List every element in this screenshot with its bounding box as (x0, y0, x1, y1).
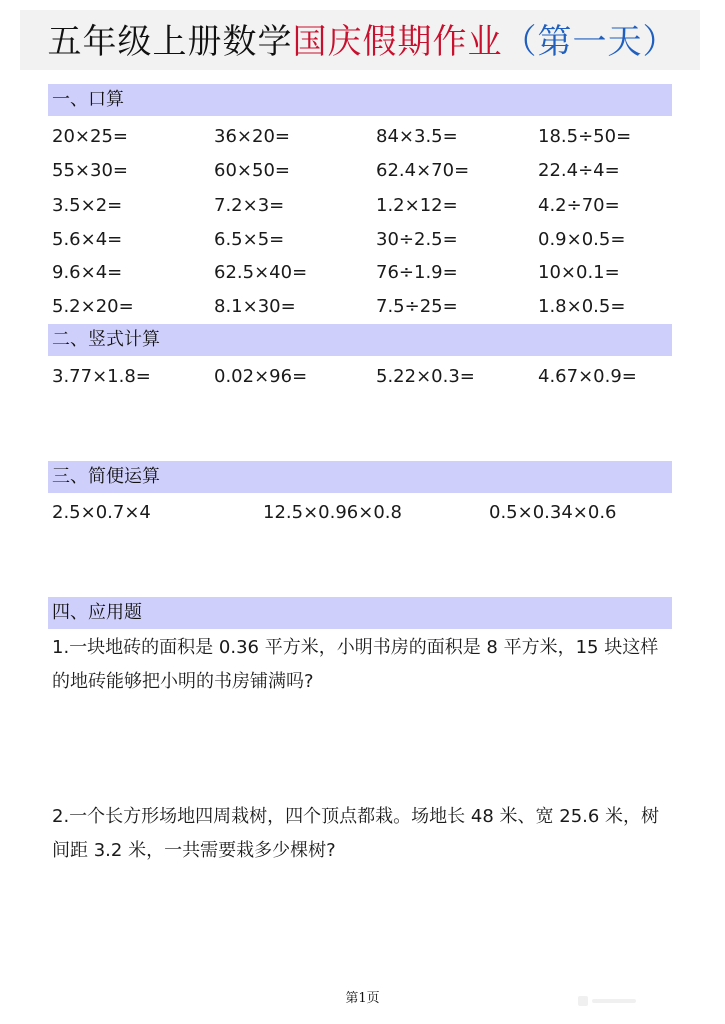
page-title (0, 14, 725, 70)
vertical-problem: 0.02×96= (214, 366, 308, 387)
oral-problem: 3.5×2= (52, 195, 123, 216)
oral-problem: 22.4÷4= (538, 160, 620, 181)
oral-problem: 62.4×70= (376, 160, 470, 181)
oral-problem: 20×25= (52, 126, 128, 147)
vertical-problem: 3.77×1.8= (52, 366, 151, 387)
oral-problem: 62.5×40= (214, 262, 308, 283)
section-word-heading: 四、应用题 (48, 597, 672, 629)
watermark-icon (578, 994, 638, 1008)
oral-problem: 6.5×5= (214, 229, 285, 250)
oral-problem: 36×20= (214, 126, 290, 147)
section-simplify-heading: 三、简便运算 (48, 461, 672, 493)
oral-problem: 55×30= (52, 160, 128, 181)
title-homework: 国庆假期作业 (292, 22, 503, 62)
oral-problem: 18.5÷50= (538, 126, 632, 147)
section-vertical-heading: 二、竖式计算 (48, 324, 672, 356)
oral-problem: 8.1×30= (214, 296, 296, 317)
oral-problem: 76÷1.9= (376, 262, 458, 283)
title-day: （第一天） (502, 22, 678, 62)
section-oral-heading: 一、口算 (48, 84, 672, 116)
oral-problem: 7.2×3= (214, 195, 285, 216)
oral-problem: 0.9×0.5= (538, 229, 626, 250)
oral-problem: 5.2×20= (52, 296, 134, 317)
oral-problem: 9.6×4= (52, 262, 123, 283)
oral-problem: 84×3.5= (376, 126, 458, 147)
simplify-problem: 0.5×0.34×0.6 (489, 502, 617, 523)
simplify-problem: 2.5×0.7×4 (52, 502, 151, 523)
oral-problem: 30÷2.5= (376, 229, 458, 250)
oral-problem: 1.2×12= (376, 195, 458, 216)
vertical-problem: 4.67×0.9= (538, 366, 637, 387)
simplify-problem: 12.5×0.96×0.8 (263, 502, 402, 523)
oral-problem: 5.6×4= (52, 229, 123, 250)
oral-problem: 10×0.1= (538, 262, 620, 283)
oral-problem: 1.8×0.5= (538, 296, 626, 317)
word-problem-2: 2.一个长方形场地四周栽树，四个顶点都栽。场地长 48 米、宽 25.6 米，树间距 3.2 米，一共需要栽多少棵树? (52, 806, 660, 861)
page-number: 第1页 (345, 991, 380, 1006)
oral-problem: 60×50= (214, 160, 290, 181)
vertical-problem: 5.22×0.3= (376, 366, 475, 387)
oral-problem: 7.5÷25= (376, 296, 458, 317)
oral-problem: 4.2÷70= (538, 195, 620, 216)
word-problem-1: 1.一块地砖的面积是 0.36 平方米，小明书房的面积是 8 平方米，15 块这样的地砖能够把小明的书房铺满吗? (52, 637, 659, 692)
title-grade: 五年级上册数学 (47, 22, 293, 62)
